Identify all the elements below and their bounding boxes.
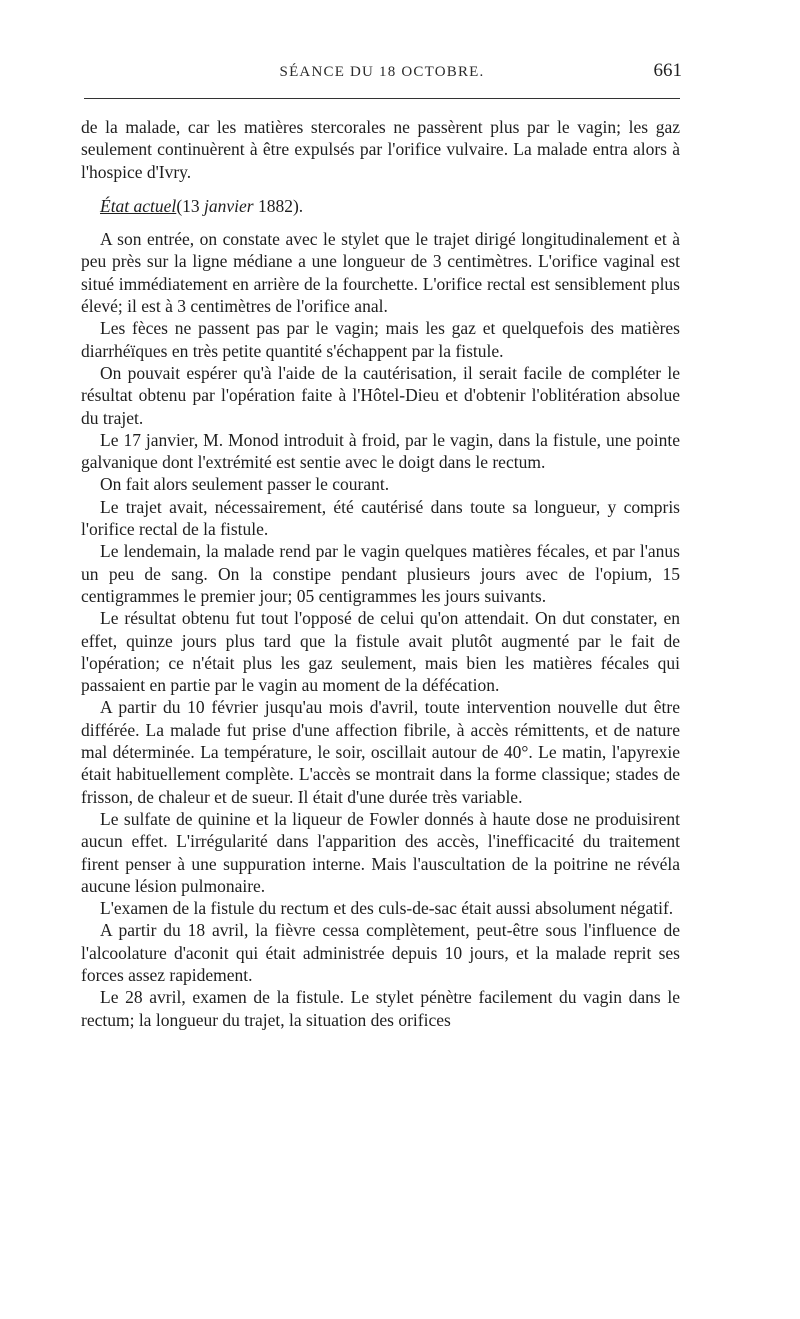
page-number: 661 xyxy=(653,60,682,81)
paragraph: Le trajet avait, nécessairement, été cautérisé dans toute sa longueur, y compris l'orifice rectal de la fistule. xyxy=(81,496,680,540)
header-rule xyxy=(84,98,680,99)
paragraph: Le sulfate de quinine et la liqueur de Fowler donnés à haute dose ne produisirent aucun effet. L'irrégularité dans l'apparition des accès, l'inefficacité du traitement firent penser à une suppuration interne. Mais l'auscultation de la poitrine ne révéla aucune lésion pulmonaire. xyxy=(81,808,680,896)
paragraph: de la malade, car les matières stercorales ne passèrent plus par le vagin; les gaz seulement continuèrent à être expulsés par l'orifice vulvaire. La malade entra alors à l'hospice d'Ivry. xyxy=(81,117,680,182)
body-text xyxy=(81,116,680,1031)
paragraph: Le 28 avril, examen de la fistule. Le stylet pénètre facilement du vagin dans le rectum; la longueur du trajet, la situation des orifices xyxy=(81,987,680,1030)
paragraph: A partir du 10 février jusqu'au mois d'avril, toute intervention nouvelle dut être différée. La malade fut prise d'une affection fibrile, à accès rémittents, et de nature mal déterminée. La température, le soir, oscillait autour de 40°. Le matin, l'apyrexie était habituellement complète. L'accès se montrait dans la forme classique; stades de frisson, de chaleur et de sueur. Il était d'une durée très variable. xyxy=(81,697,680,807)
paragraph: On fait alors seulement passer le courant. xyxy=(100,474,390,495)
paragraph: L'examen de la fistule du rectum et des culs-de-sac était aussi absolument négatif. xyxy=(100,898,674,919)
running-title: SÉANCE DU 18 OCTOBRE. xyxy=(279,64,485,80)
section-heading-open: (13 xyxy=(176,195,205,216)
paragraph: Les fèces ne passent pas par le vagin; mais les gaz et quelquefois des matières diarrhéïques en très petite quantité s'échappent par la fistule. xyxy=(81,318,680,361)
paragraph: A partir du 18 avril, la fièvre cessa complètement, peut-être sous l'influence de l'alcoolature d'aconit qui était administrée depuis 10 jours, et la malade reprit ses forces assez rapidement. xyxy=(81,920,680,985)
section-heading-date: janvier xyxy=(204,195,254,216)
paragraph: A son entrée, on constate avec le stylet que le trajet dirigé longitudinalement et à peu près sur la ligne médiane a une longueur de 3 centimètres. L'orifice vaginal est situé immédiatement en arrière de la fourchette. L'orifice rectal est sensiblement plus élevé; il est à 3 centimètres de l'orifice anal. xyxy=(81,229,680,317)
section-heading xyxy=(81,195,680,217)
section-heading-year: 1882). xyxy=(253,195,304,216)
paragraph: Le 17 janvier, M. Monod introduit à froid, par le vagin, dans la fistule, une pointe galvanique dont l'extrémité est sentie avec le doigt dans le rectum. xyxy=(81,429,680,473)
section-heading-label: État actuel xyxy=(100,195,177,216)
running-header xyxy=(82,60,682,86)
paragraph: Le lendemain, la malade rend par le vagin quelques matières fécales, et par l'anus un peu de sang. On la constipe pendant plusieurs jours avec de l'opium, 15 centigrammes le premier jour; 05 centigrammes les jours suivants. xyxy=(81,541,680,606)
paragraph: On pouvait espérer qu'à l'aide de la cautérisation, il serait facile de compléter le résultat obtenu par l'opération faite à l'Hôtel-Dieu et d'obtenir l'oblitération absolue du trajet. xyxy=(81,362,680,428)
paragraph: Le résultat obtenu fut tout l'opposé de celui qu'on attendait. On dut constater, en effet, quinze jours plus tard que la fistule avait plutôt augmenté par le fait de l'opération; ce n'était plus les gaz seulement, mais bien les matières fécales qui passaient en partie par le vagin au moment de la défécation. xyxy=(81,608,680,696)
